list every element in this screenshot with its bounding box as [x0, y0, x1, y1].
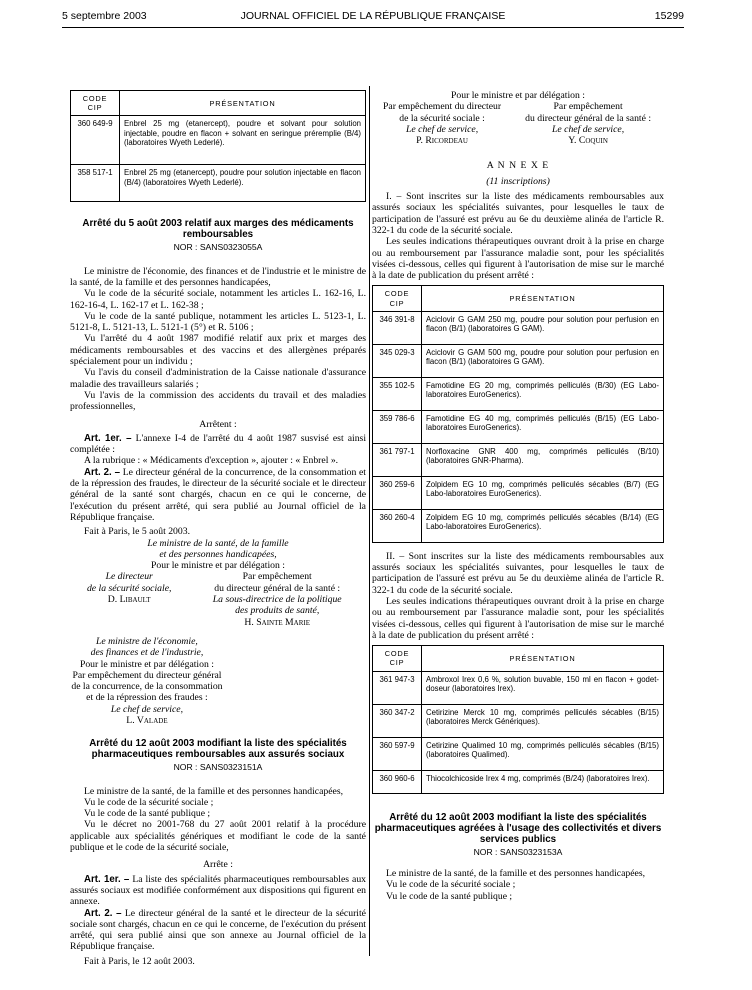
table-row — [373, 671, 664, 704]
paragraph: Vu le code de la sécurité sociale ; — [386, 879, 516, 891]
table-row — [373, 476, 664, 509]
signature-block — [70, 636, 224, 726]
paragraph: Vu le décret no 2001-768 du 27 août 2001 relatif à la procédure applicable aux spécialités génériques et modifiant le code de la santé publique et le code de la sécurité sociale, — [70, 819, 366, 854]
paragraph: Les seules indications thérapeutiques ouvrant droit à la prise en charge ou au remboursement par l'assurance maladie sont, pour les spécialités visées ci-dessous, celles qui figurent à l'autorisation de mise sur le marché à la date de publication du présent arrêté : — [372, 236, 664, 282]
cip-code: 360 649-9 — [71, 116, 120, 165]
presentation: Enbrel 25 mg (etanercept), poudre et solvant pour solution injectable, poudre en flacon + solvant en seringue préremplie (B/4) (laboratoires Wyeth Lederlé). — [120, 116, 366, 165]
presentation: Zolpidem EG 10 mg, comprimés pelliculés sécables (B/14) (EG Labo-laboratoires EuroGenerics). — [422, 509, 664, 542]
article-label: Art. 2. – — [84, 907, 122, 919]
paragraph: II. – Sont inscrites sur la liste des médicaments remboursables aux assurés sociaux les spécialités suivantes, pour lesquelles le taux de participation de l'assuré est prévu au 5e du deuxième alinéa de l'article R. 322-1 du code de la sécurité sociale. — [372, 550, 664, 596]
presentation: Aciclovir G GAM 500 mg, poudre pour solution pour perfusion en flacon (B/1) (laboratoires G GAM). — [422, 344, 664, 377]
signatory-title: La sous-directrice de la politique — [212, 594, 342, 606]
presentation: Aciclovir G GAM 250 mg, poudre pour solution pour perfusion en flacon (B/1) (laboratoires G GAM). — [422, 311, 664, 344]
cip-code: 361 797-1 — [373, 443, 422, 476]
right-column — [372, 90, 664, 902]
table-section-2 — [372, 645, 664, 793]
cip-code: 360 597-9 — [373, 737, 422, 770]
done-at: Fait à Paris, le 5 août 2003. — [84, 526, 191, 538]
table-row — [373, 443, 664, 476]
annex-subheading: (11 inscriptions) — [486, 175, 550, 187]
arrete-label: Arrête : — [203, 859, 233, 871]
header-rule — [62, 27, 684, 28]
paragraph: I. – Sont inscrites sur la liste des médicaments remboursables aux assurés sociaux les spécialités suivantes, pour lesquelles le taux de participation de l'assuré est prévu au 6e du deuxième alinéa de l'article R. 322-1 du code de la sécurité sociale. — [372, 191, 664, 236]
signatory-title: des finances et de l'industrie, — [90, 647, 204, 659]
presentation: Cetirizine Qualimed 10 mg, comprimés pelliculés sécables (B/15) (laboratoires Qualimed). — [422, 737, 664, 770]
signature-block — [372, 101, 664, 146]
header-date: 5 septembre 2003 — [62, 10, 147, 22]
table-row — [373, 770, 664, 793]
signatory-title: et de la répression des fraudes : — [86, 692, 208, 704]
signatory-title: Par empêchement du directeur général — [72, 669, 222, 681]
paragraph: Les seules indications thérapeutiques ouvrant droit à la prise en charge ou au remboursement par l'assurance maladie sont, pour les spécialités visées ci-dessous, celles qui figurent à l'autorisation de mise sur le marché à la date de publication du présent arrêté : — [372, 596, 664, 641]
table-row — [373, 410, 664, 443]
signatory-title: Par empêchement du directeur — [383, 101, 502, 113]
presentation: Cetirizine Merck 10 mg, comprimés pelliculés sécables (B/15) (laboratoires Merck Génériques). — [422, 704, 664, 737]
paragraph: Le ministre de l'économie, des finances et de l'industrie et le ministre de la santé, de la famille et des personnes handicapées, — [70, 265, 366, 288]
table-header-code: CODE CIP — [373, 286, 422, 311]
table-header-presentation: PRÉSENTATION — [422, 646, 664, 671]
signatory-title: Par empêchement — [242, 571, 312, 583]
presentation: Zolpidem EG 10 mg, comprimés pelliculés sécables (B/7) (EG Labo-laboratoires EuroGenerics). — [422, 476, 664, 509]
cip-code: 358 517-1 — [71, 165, 120, 202]
left-column — [70, 90, 366, 967]
table-row — [373, 311, 664, 344]
signatory-name: H. Sainte Marie — [244, 616, 310, 628]
signatory-title: de la concurrence, de la consommation — [71, 681, 223, 693]
paragraph: Vu l'avis de la commission des accidents du travail et des maladies professionnelles, — [70, 389, 366, 413]
done-at: Fait à Paris, le 12 août 2003. — [84, 955, 195, 967]
decree-title: Arrêté du 5 août 2003 relatif aux marges des médicaments remboursables — [82, 218, 354, 241]
table-row — [71, 116, 366, 165]
decree-title: Arrêté du 12 août 2003 modifiant la liste des spécialités pharmaceutiques agréées à l'usage des collectivités et divers services publics — [374, 811, 662, 845]
table-row — [373, 737, 664, 770]
article-text: L'annexe I-4 de l'arrêté du 4 août 1987 susvisé est ainsi complétée : — [70, 432, 367, 456]
annex-heading: A N N E X E — [486, 160, 550, 172]
cip-code: 361 947-3 — [373, 671, 422, 704]
column-divider — [369, 86, 370, 956]
arretent-label: Arrêtent : — [199, 418, 237, 430]
signatory-name: L. Valade — [126, 714, 168, 726]
table-header-presentation: PRÉSENTATION — [120, 91, 366, 116]
signatory-title: de la sécurité sociale : — [399, 112, 485, 124]
article-1 — [70, 874, 366, 908]
signature-block — [70, 571, 366, 627]
cip-code: 346 391-8 — [373, 311, 422, 344]
paragraph: Le ministre de la santé, de la famille et des personnes handicapées, — [84, 785, 344, 797]
paragraph: Vu l'arrêté du 4 août 1987 modifié relatif aux prix et marges des médicaments remboursables et des vaccins et des allergènes préparés spécialement pour un individu ; — [70, 333, 366, 368]
delegation-line: Pour le ministre et par délégation : — [79, 658, 214, 670]
presentation: Enbrel 25 mg (etanercept), poudre pour solution injectable en flacon (B/4) (laboratoires Wyeth Lederlé). — [120, 165, 366, 202]
signatory-title: de la sécurité sociale, — [86, 582, 172, 594]
signatory-title: Le chef de service, — [552, 123, 625, 135]
signatory-title: Le ministre de l'économie, — [96, 635, 198, 647]
article-label: Art. 1er. – — [84, 873, 130, 885]
paragraph: Le ministre de la santé, de la famille et des personnes handicapées, — [386, 867, 646, 879]
table-row — [373, 377, 664, 410]
paragraph: Vu le code de la santé publique ; — [386, 890, 513, 902]
signatory-title: des produits de santé, — [235, 605, 320, 617]
article-text: La liste des spécialités pharmaceutiques remboursables aux assurés sociaux est modifiée conformément aux dispositions qui figurent en annexe. — [70, 873, 367, 908]
header-journal-title: JOURNAL OFFICIEL DE LA RÉPUBLIQUE FRANÇAISE — [240, 10, 506, 22]
article-2 — [70, 467, 366, 523]
table-row — [373, 344, 664, 377]
article-text: Le directeur général de la santé et le directeur de la sécurité sociale sont chargés, chacun en ce qui le concerne, de l'exécution du présent arrêté, qui sera publié ainsi que son annexe au Journal officiel de la République française. — [70, 907, 366, 953]
signatory-title: Le chef de service, — [406, 123, 479, 135]
article-1 — [70, 433, 366, 456]
page-header — [62, 10, 684, 26]
signatory-title: Le chef de service, — [110, 703, 183, 715]
paragraph: A la rubrique : « Médicaments d'exception », ajouter : « Enbrel ». — [84, 455, 339, 467]
presentation: Famotidine EG 40 mg, comprimés pelliculés (B/15) (EG Labo-laboratoires EuroGenerics). — [422, 410, 664, 443]
table-header-code: CODE CIP — [373, 646, 422, 671]
table-row — [373, 509, 664, 542]
cip-code: 355 102-5 — [373, 377, 422, 410]
cip-code: 360 260-4 — [373, 509, 422, 542]
nor-reference: NOR : SANS0323055A — [173, 242, 263, 253]
cip-code: 345 029-3 — [373, 344, 422, 377]
table-row — [373, 704, 664, 737]
signatory-title: Par empêchement — [553, 101, 623, 113]
signatory-title: du directeur général de la santé : — [525, 112, 652, 124]
article-label: Art. 2. – — [84, 466, 121, 478]
signatory-title: Le directeur — [105, 571, 153, 583]
nor-reference: NOR : SANS0323153A — [473, 846, 563, 857]
table-section-1 — [372, 285, 664, 542]
cip-code: 360 347-2 — [373, 704, 422, 737]
cip-code: 360 960-6 — [373, 770, 422, 793]
signatory-title: et des personnes handicapées, — [159, 548, 277, 560]
article-label: Art. 1er. – — [84, 432, 132, 444]
article-2 — [70, 908, 366, 953]
table-row — [71, 165, 366, 202]
table-enbrel — [70, 90, 366, 202]
signatory-title: du directeur général de la santé : — [214, 582, 341, 594]
paragraph: Vu le code de la santé publique, notamment les articles L. 5123-1, L. 5121-8, L. 5121-13, L. 5121-1 (5°) et R. 5106 ; — [70, 310, 366, 334]
signatory-name: D. Libault — [107, 594, 151, 606]
cip-code: 359 786-6 — [373, 410, 422, 443]
paragraph: Vu l'avis du conseil d'administration de la Caisse nationale d'assurance maladie des travailleurs salariés ; — [70, 367, 366, 390]
header-page-number: 15299 — [654, 10, 684, 22]
signatory-name: Y. Coquin — [568, 135, 608, 147]
delegation-line: Pour le ministre et par délégation : — [151, 560, 285, 572]
nor-reference: NOR : SANS0323151A — [173, 762, 263, 773]
signatory-title: Le ministre de la santé, de la famille — [147, 537, 289, 549]
presentation: Famotidine EG 20 mg, comprimés pelliculés (B/30) (EG Labo-laboratoires EuroGenerics). — [422, 377, 664, 410]
paragraph: Vu le code de la sécurité sociale, notamment les articles L. 162-16, L. 162-16-4, L. 162-17 et L. 162-38 ; — [70, 288, 366, 311]
table-header-code: CODE CIP — [71, 91, 120, 116]
article-text: Le directeur général de la concurrence, de la consommation et de la répression des fraudes, le directeur de la sécurité sociale et le directeur général de la santé sont chargés, chacun en ce qui le concerne, de l'exécution du présent arrêté, qui sera publié au Journal officiel de la République française. — [70, 466, 366, 523]
paragraph: Vu le code de la santé publique ; — [84, 808, 211, 820]
decree-title: Arrêté du 12 août 2003 modifiant la liste des spécialités pharmaceutiques remboursables aux assurés sociaux — [89, 738, 347, 761]
presentation: Norfloxacine GNR 400 mg, comprimés pelliculés (B/10) (laboratoires GNR-Pharma). — [422, 443, 664, 476]
presentation: Thiocolchicoside Irex 4 mg, comprimés (B/24) (laboratoires Irex). — [422, 770, 664, 793]
presentation: Ambroxol Irex 0,6 %, solution buvable, 150 ml en flacon + godet-doseur (laboratoires Irex). — [422, 671, 664, 704]
paragraph: Vu le code de la sécurité sociale ; — [84, 796, 214, 808]
delegation-line: Pour le ministre et par délégation : — [451, 90, 585, 101]
signatory-name: P. Ricordeau — [416, 135, 468, 147]
cip-code: 360 259-6 — [373, 476, 422, 509]
table-header-presentation: PRÉSENTATION — [422, 286, 664, 311]
